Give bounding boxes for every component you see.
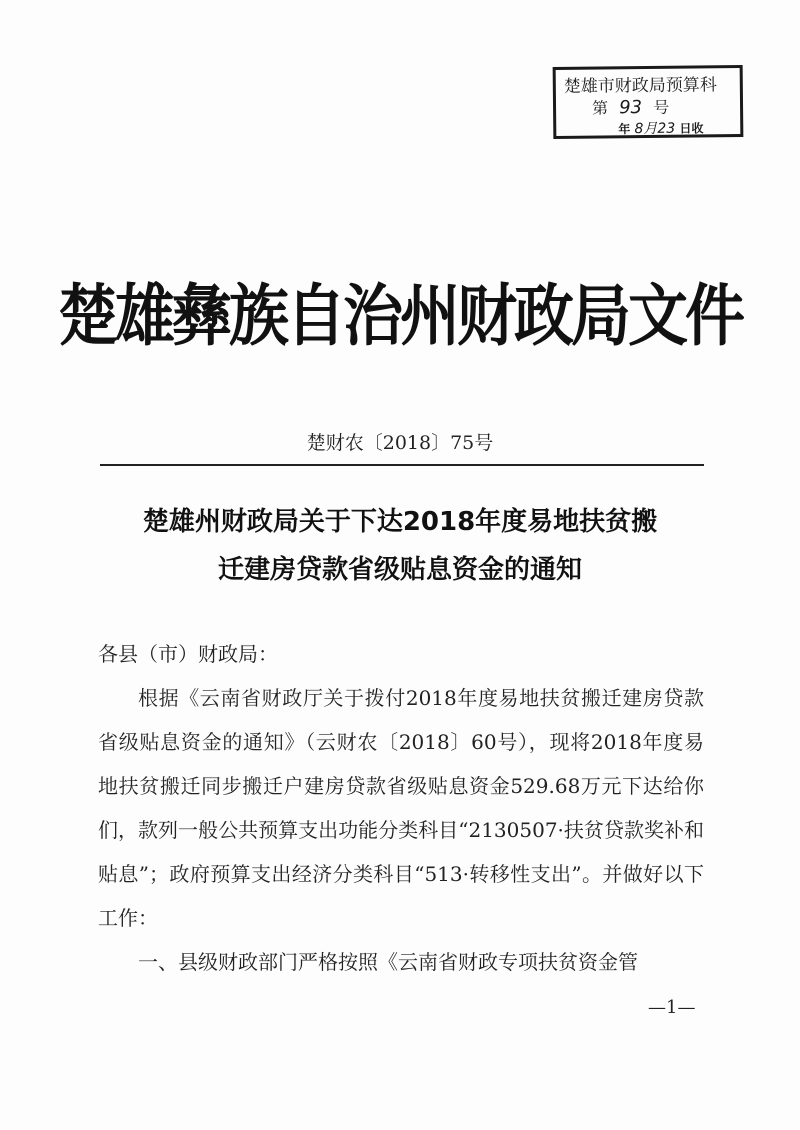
stamp-date-suffix: 日收	[679, 121, 704, 136]
stamp-year-label: 年	[618, 122, 631, 137]
title-line: 迁建房贷款省级贴息资金的通知	[217, 555, 582, 585]
salutation: 各县（市）财政局：	[98, 642, 278, 666]
page-number: —1—	[648, 997, 696, 1018]
stamp-number-row	[592, 95, 669, 119]
header-divider	[100, 464, 704, 466]
body-text	[98, 632, 704, 984]
stamp-no-prefix: 第	[591, 98, 609, 118]
notice-title	[80, 498, 720, 594]
paragraph: 根据《云南省财政厅关于拨付2018年度易地扶贫搬迁建房贷款省级贴息资金的通知》（云财农〔2018〕60号），现将2018年度易地扶贫搬迁同步搬迁户建房贷款省级贴息资金529.68万元下达给你们，款列一般公共预算支出功能分类科目“2130507·扶贫贷款奖补和贴息”；政府预算支出经济分类科目“513·转移性支出”。并做好以下工作：	[98, 686, 704, 930]
title-line: 楚雄州财政局关于下达2018年度易地扶贫搬	[142, 507, 658, 537]
stamp-office: 楚雄市财政局预算科	[563, 75, 717, 97]
paragraph: 一、县级财政部门严格按照《云南省财政专项扶贫资金管	[138, 950, 638, 974]
document-number: 楚财农〔2018〕75号	[306, 432, 494, 454]
stamp-no-suffix: 号	[653, 97, 670, 117]
stamp-date-value: 8月23	[634, 120, 676, 138]
stamp-no-value: 93	[619, 97, 643, 119]
stamp-date-row	[618, 117, 703, 138]
issuer-heading: 楚雄彝族自治州财政局文件	[58, 277, 742, 356]
receipt-stamp	[553, 65, 744, 139]
